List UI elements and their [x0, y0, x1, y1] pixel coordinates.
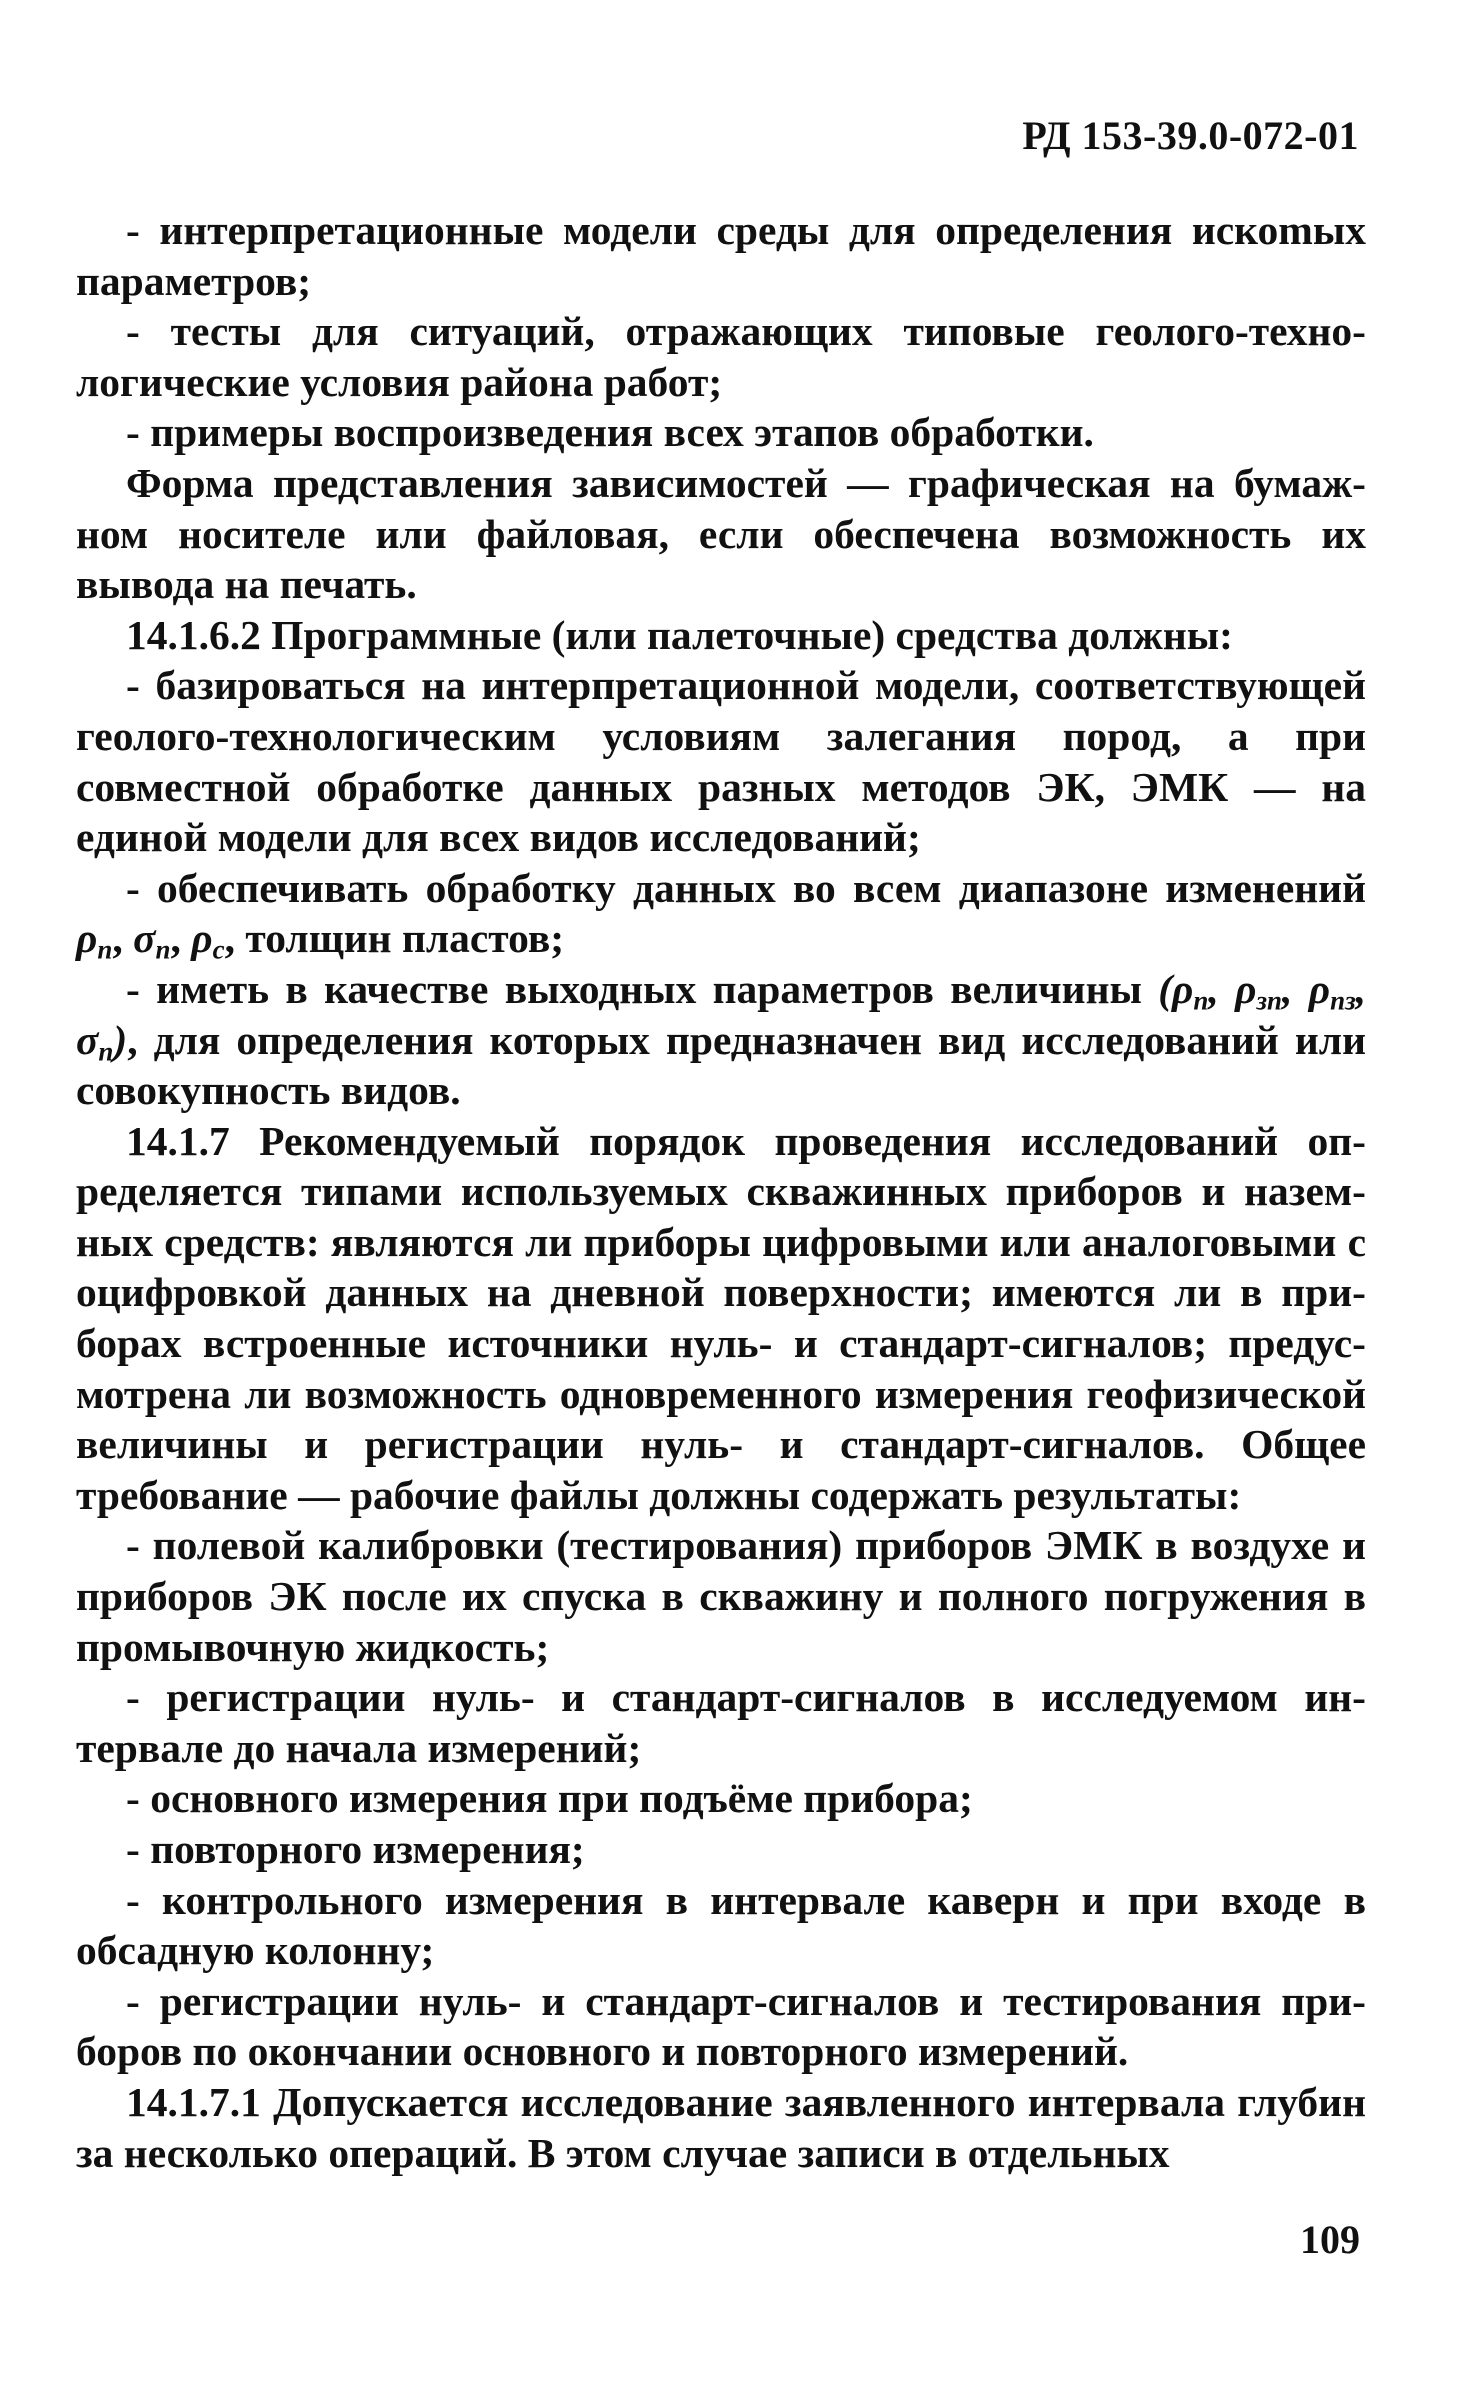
symbol-rho: ρ	[191, 915, 213, 962]
text-run: - обеспечивать обработку данных во всем диапазоне изменений	[126, 864, 1366, 911]
text-run: , толщин пластов;	[224, 915, 565, 962]
separator: ,	[112, 915, 134, 962]
page-body	[76, 205, 1366, 2178]
list-item: - регистрации нуль- и стандарт-сигналов в исследуемом интервале до начала измерений;	[76, 1674, 1366, 1771]
paragraph: 14.1.7 Рекомендуемый порядок проведения исследований определяется типами используемых скважинных приборов и наземных средств: являются ли приборы цифровыми или аналоговыми с оцифровкой данных на дневной поверхности; имеются ли в приборах встроенные источники нуль- и стандарт-сигналов; предусмотрена ли возможность одновременного измерения геофизической величины и регистрации нуль- и стандарт-сигналов. Общее требование — рабочие файлы должны содержать результаты:	[76, 1117, 1366, 1518]
symbol-rho: ρ	[1235, 965, 1257, 1012]
list-item: - базироваться на интерпретационной модели, соответствующей геолого-технологическим условиям залегания пород, а при совместной обработке данных разных методов ЭК, ЭМК — на единой модели для всех видов исследований;	[76, 662, 1366, 861]
page-number: 109	[1300, 2217, 1360, 2262]
document-code: РД 153-39.0-072-01	[1022, 113, 1359, 158]
paragraph: Форма представления зависимостей — графическая на бумажном носителе или файловая, если обеспечена возможность их вывода на печать.	[76, 459, 1366, 608]
subscript: пз	[1330, 985, 1356, 1016]
paren: (	[1158, 965, 1173, 1012]
subscript: с	[212, 935, 225, 966]
list-item: - основного измерения при подъёме прибора;	[126, 1775, 973, 1822]
section-heading: 14.1.6.2 Программные (или палеточные) средства должны:	[126, 611, 1233, 658]
symbol-sigma: σ	[133, 915, 156, 962]
subscript: п	[1193, 985, 1209, 1016]
separator: ,	[1282, 965, 1309, 1012]
separator: ,	[1355, 965, 1367, 1012]
subscript: п	[155, 935, 171, 966]
list-item: - полевой калибровки (тестирования) приборов ЭМК в воздухе и приборов ЭК после их спуска в скважину и полного погружения в промывочную жидкость;	[76, 1522, 1366, 1670]
symbol-rho: ρ	[76, 915, 98, 962]
list-item	[76, 863, 1366, 964]
paragraph: 14.1.7.1 Допускается исследование заявленного интервала глубин за несколько операций. В этом случае записи в отдельных	[76, 2078, 1366, 2176]
subscript: зп	[1256, 985, 1283, 1016]
list-item: - примеры воспроизведения всех этапов обработки.	[126, 409, 1094, 456]
list-item: - повторного измерения;	[126, 1826, 585, 1872]
list-item: - интерпретационные модели среды для определения искоmых параметров;	[76, 207, 1366, 304]
list-item	[76, 964, 1366, 1116]
list-item: - тесты для ситуаций, отражающих типовые геолого-технологические условия района работ;	[76, 308, 1366, 405]
symbol-rho: ρ	[1308, 965, 1331, 1012]
text-run: , для определения которых предназначен вид исследований или совокупность видов.	[76, 1016, 1366, 1114]
list-item: - контрольного измерения в интервале каверн и при входе в обсадную колонну;	[76, 1876, 1366, 1974]
symbol-rho: ρ	[1172, 965, 1194, 1012]
paren: )	[113, 1016, 128, 1063]
separator: ,	[170, 915, 192, 962]
subscript: п	[98, 1036, 114, 1067]
subscript: п	[97, 935, 113, 966]
text-run: - иметь в качестве выходных параметров величины	[126, 965, 1159, 1012]
list-item: - регистрации нуль- и стандарт-сигналов и тестирования приборов по окончании основного и повторного измерений.	[76, 1977, 1366, 2075]
separator: ,	[1208, 965, 1236, 1012]
symbol-sigma: σ	[76, 1016, 99, 1063]
